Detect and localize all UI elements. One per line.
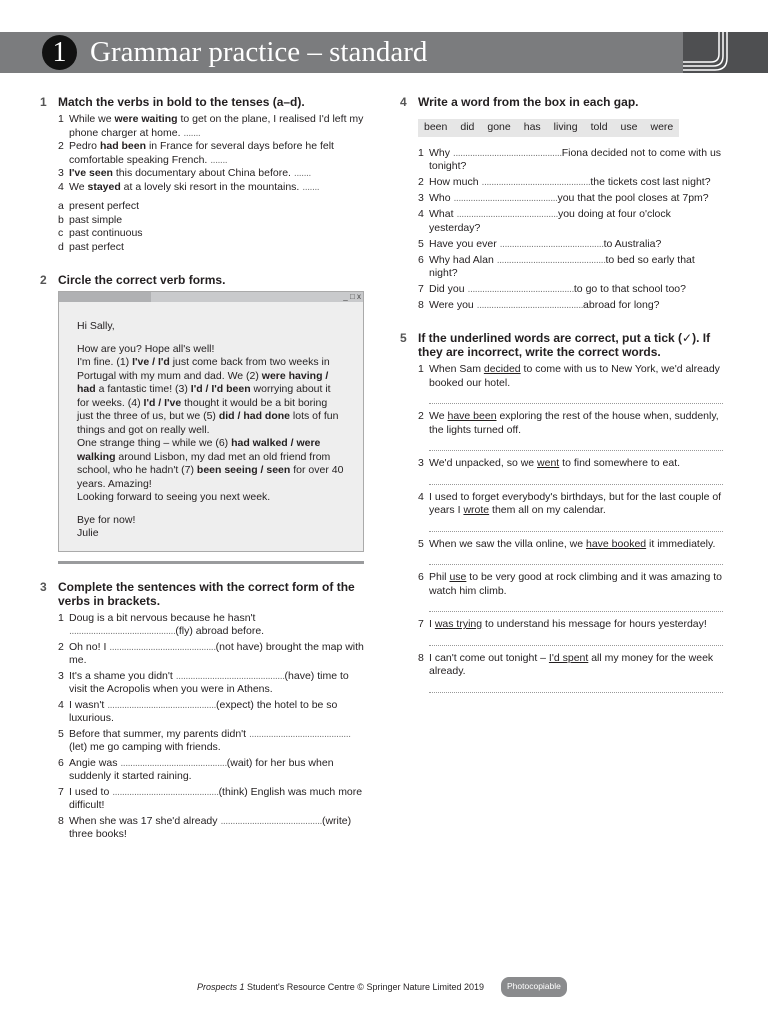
exercise-number: 5 [400, 331, 407, 345]
answer-gap[interactable]: ............................................ [69, 625, 176, 637]
list-item: 4 What ..........................................you doing at four o'clock yesterday? [418, 208, 671, 234]
word-box-item: told [590, 121, 608, 133]
exercise-instruction: Write a word from the box in each gap. [418, 95, 639, 109]
list-item: 3 We'd unpacked, so we went to find somewhere to eat. [418, 457, 681, 469]
answer-gap[interactable]: ............................................ [112, 785, 219, 798]
exercise-4 [400, 95, 725, 313]
exercise-heading [40, 580, 366, 608]
word-box [418, 119, 679, 137]
underlined-words: have been [447, 410, 497, 422]
exercise-heading [40, 95, 366, 109]
list-item: 1 When Sam decided to come with us to New York, we'd already booked our hotel. [418, 363, 720, 389]
list-item: 5 Have you ever ...........................................to Australia? [418, 237, 662, 250]
word-box-item: were [650, 121, 674, 133]
exercise-heading [400, 95, 725, 109]
list-item: 2 Pedro had been in France for several days before he felt comfortable speaking French. ....... [58, 140, 334, 166]
list-item: 8 When she was 17 she'd already ..........................................(write) three books! [58, 814, 352, 840]
answer-line[interactable] [429, 598, 723, 612]
underlined-words: went [537, 457, 560, 469]
answer-gap[interactable]: ............................................. [481, 176, 591, 188]
answer-line[interactable] [429, 518, 723, 532]
underlined-words: have booked [586, 537, 647, 550]
word-box-item: has [523, 121, 541, 133]
window-controls-icon: _ □ x [343, 292, 361, 301]
underlined-words: use [449, 571, 467, 583]
answer-line[interactable] [429, 632, 723, 646]
word-box-item: been [424, 121, 448, 133]
exercise-number: 1 [40, 95, 47, 109]
exercise-heading [400, 331, 725, 359]
answer-gap[interactable]: ............................................ [109, 640, 216, 653]
list-item: 5 Before that summer, my parents didn't ..........................................(let) me go camping with friends. [58, 727, 351, 753]
exercise-instruction: Match the verbs in bold to the tenses (a–d). [58, 95, 305, 109]
list-item: 1 Doug is a bit nervous because he hasn't ............................................(fly) abroad before. [58, 611, 265, 637]
answer-line[interactable] [429, 390, 723, 404]
exercise-number: 3 [40, 579, 47, 594]
page-header [0, 32, 768, 73]
verb-choice[interactable]: did / had done [218, 410, 290, 422]
page-title: Grammar practice – standard [90, 36, 428, 68]
right-column [400, 95, 725, 699]
answer-gap[interactable]: ........................................... [499, 237, 604, 250]
word-box-item: use [620, 121, 638, 133]
answer-gap[interactable]: ............................................ [120, 756, 227, 769]
answer-gap[interactable]: .......................................... [456, 208, 558, 220]
list-item: 7 Did you ............................................to go to that school too? [418, 283, 686, 295]
exercise-number: 2 [40, 273, 47, 287]
email-window [58, 291, 364, 552]
list-item: 6 Angie was ............................................(wait) for her bus when suddenly it started raining. [58, 756, 334, 782]
underlined-words: was trying [434, 618, 483, 630]
list-item: 4 I wasn't .............................................(expect) the hotel to be so luxurious. [58, 698, 338, 724]
exercise-number: 4 [400, 95, 407, 109]
verb-choice[interactable]: I've / I'd [132, 356, 170, 368]
header-decoration-icon [683, 32, 768, 73]
email-greeting: Hi Sally, [77, 320, 115, 332]
exercise-1 [40, 95, 366, 254]
answer-gap[interactable]: ........................................... [453, 192, 558, 204]
answer-line[interactable] [429, 679, 723, 693]
verb-choice[interactable]: been seeing / seen [196, 464, 291, 476]
answer-gap[interactable]: ....... [210, 153, 228, 166]
answer-gap[interactable]: ............................................ [467, 283, 574, 295]
option-item: a present perfect [58, 200, 140, 212]
left-column [40, 95, 366, 844]
photocopiable-badge: Photocopiable [501, 977, 567, 997]
answer-gap[interactable]: .......................................... [249, 727, 351, 740]
email-signoff: Bye for now! [77, 513, 136, 526]
verb-choice[interactable]: had walked / were walking [77, 437, 321, 463]
verb-choice[interactable]: were having / had [77, 369, 329, 395]
list-item: 1 While we were waiting to get on the plane, I realised I'd left my phone charger at home. ....... [58, 113, 364, 139]
underlined-words: decided [483, 363, 521, 375]
answer-gap[interactable]: ............................................. [496, 253, 606, 266]
answer-gap[interactable]: ............................................. [452, 146, 562, 159]
list-item: 3 I've seen this documentary about China before. ....... [58, 167, 311, 179]
option-item: b past simple [58, 213, 123, 226]
email-paragraph: I'm fine. (1) I've / I'd just come back from two weeks in Portugal with my mum and dad. We (2) were having / had a fantastic time! (3) I'd / I'd been worrying about it for weeks. (4) I'd / I've thought it would be a bit boring just the three of us, but we (5) did / had done lots of fun things and got on really well. [77, 356, 339, 436]
underlined-words: wrote [463, 504, 490, 516]
answer-gap[interactable]: ....... [302, 180, 320, 193]
list-item: 2 Oh no! I ............................................(not have) brought the map with me. [58, 640, 364, 666]
list-item: 6 Why had Alan .............................................to bed so early that night? [418, 253, 695, 279]
list-item: 2 How much .............................................the tickets cost last night? [418, 176, 711, 188]
exercise-3 [40, 580, 366, 842]
answer-line[interactable] [429, 551, 723, 565]
list-item: 1 Why .............................................Fiona decided not to come with us tonight? [418, 146, 722, 172]
exercise-instruction: If the underlined words are correct, put a tick (✓). If they are incorrect, write the correct words. [418, 331, 711, 359]
list-item: 4 I used to forget everybody's birthdays, but for the last couple of years I wrote them all on my calendar. [418, 490, 722, 516]
exercise-2 [40, 273, 366, 564]
word-box-item: gone [487, 121, 511, 133]
answer-line[interactable] [429, 471, 723, 485]
answer-gap[interactable]: ............................................. [107, 698, 216, 711]
answer-gap[interactable]: ....... [293, 167, 311, 179]
word-box-item: did [460, 121, 475, 133]
list-item: 4 We stayed at a lovely ski resort in the mountains. ....... [58, 180, 320, 193]
email-signature: Julie [77, 527, 99, 539]
list-item: 6 Phil use to be very good at rock climbing and it was amazing to watch him climb. [418, 571, 723, 597]
email-body [59, 302, 363, 551]
answer-gap[interactable]: ............................................ [476, 299, 584, 311]
list-item: 7 I was trying to understand his message for hours yesterday! [418, 618, 707, 630]
answer-gap[interactable]: .......................................... [220, 814, 322, 827]
list-item: 8 Were you ............................................abroad for long? [418, 299, 660, 311]
list-item: 8 I can't come out tonight – I'd spent all my money for the week already. [418, 651, 714, 677]
email-line: How are you? Hope all's well! [77, 342, 215, 355]
exercise-5 [400, 331, 725, 699]
option-item: c past continuous [58, 227, 143, 239]
verb-choice[interactable]: I'd / I've [143, 396, 182, 409]
email-paragraph: One strange thing – while we (6) had walked / were walking around Lisbon, my dad met an old friend from school, who he hadn't (7) been seeing / seen for over 40 years. Amazing! [77, 437, 344, 490]
list-item: 3 Who ...........................................you that the pool closes at 7pm? [418, 192, 709, 204]
answer-line[interactable] [429, 437, 723, 451]
option-item: d past perfect [58, 240, 124, 253]
list-item: 3 It's a shame you didn't .............................................(have) time to visit the Acropolis when you were in Athens. [58, 669, 349, 695]
answer-gap[interactable]: ............................................. [175, 669, 285, 682]
list-item: 2 We have been exploring the rest of the house when, suddenly, the lights turned off. [418, 410, 719, 436]
window-titlebar [59, 292, 363, 302]
verb-choice[interactable]: I'd / I'd been [190, 383, 251, 395]
exercise-instruction: Circle the correct verb forms. [58, 273, 226, 287]
word-box-item: living [553, 121, 578, 133]
answer-gap[interactable]: ....... [183, 126, 201, 139]
underlined-words: I'd spent [548, 651, 589, 664]
exercise-instruction: Complete the sentences with the correct form of the verbs in brackets. [58, 579, 355, 608]
footer-text: Prospects 1 Student's Resource Centre © Springer Nature Limited 2019 [197, 982, 485, 992]
exercise-heading [40, 273, 366, 287]
email-line: Looking forward to seeing you next week. [77, 491, 271, 503]
unit-number-badge: 1 [42, 35, 77, 70]
list-item: 7 I used to ............................................(think) English was much more difficult! [58, 785, 363, 811]
list-item: 5 When we saw the villa online, we have booked it immediately. [418, 537, 716, 550]
